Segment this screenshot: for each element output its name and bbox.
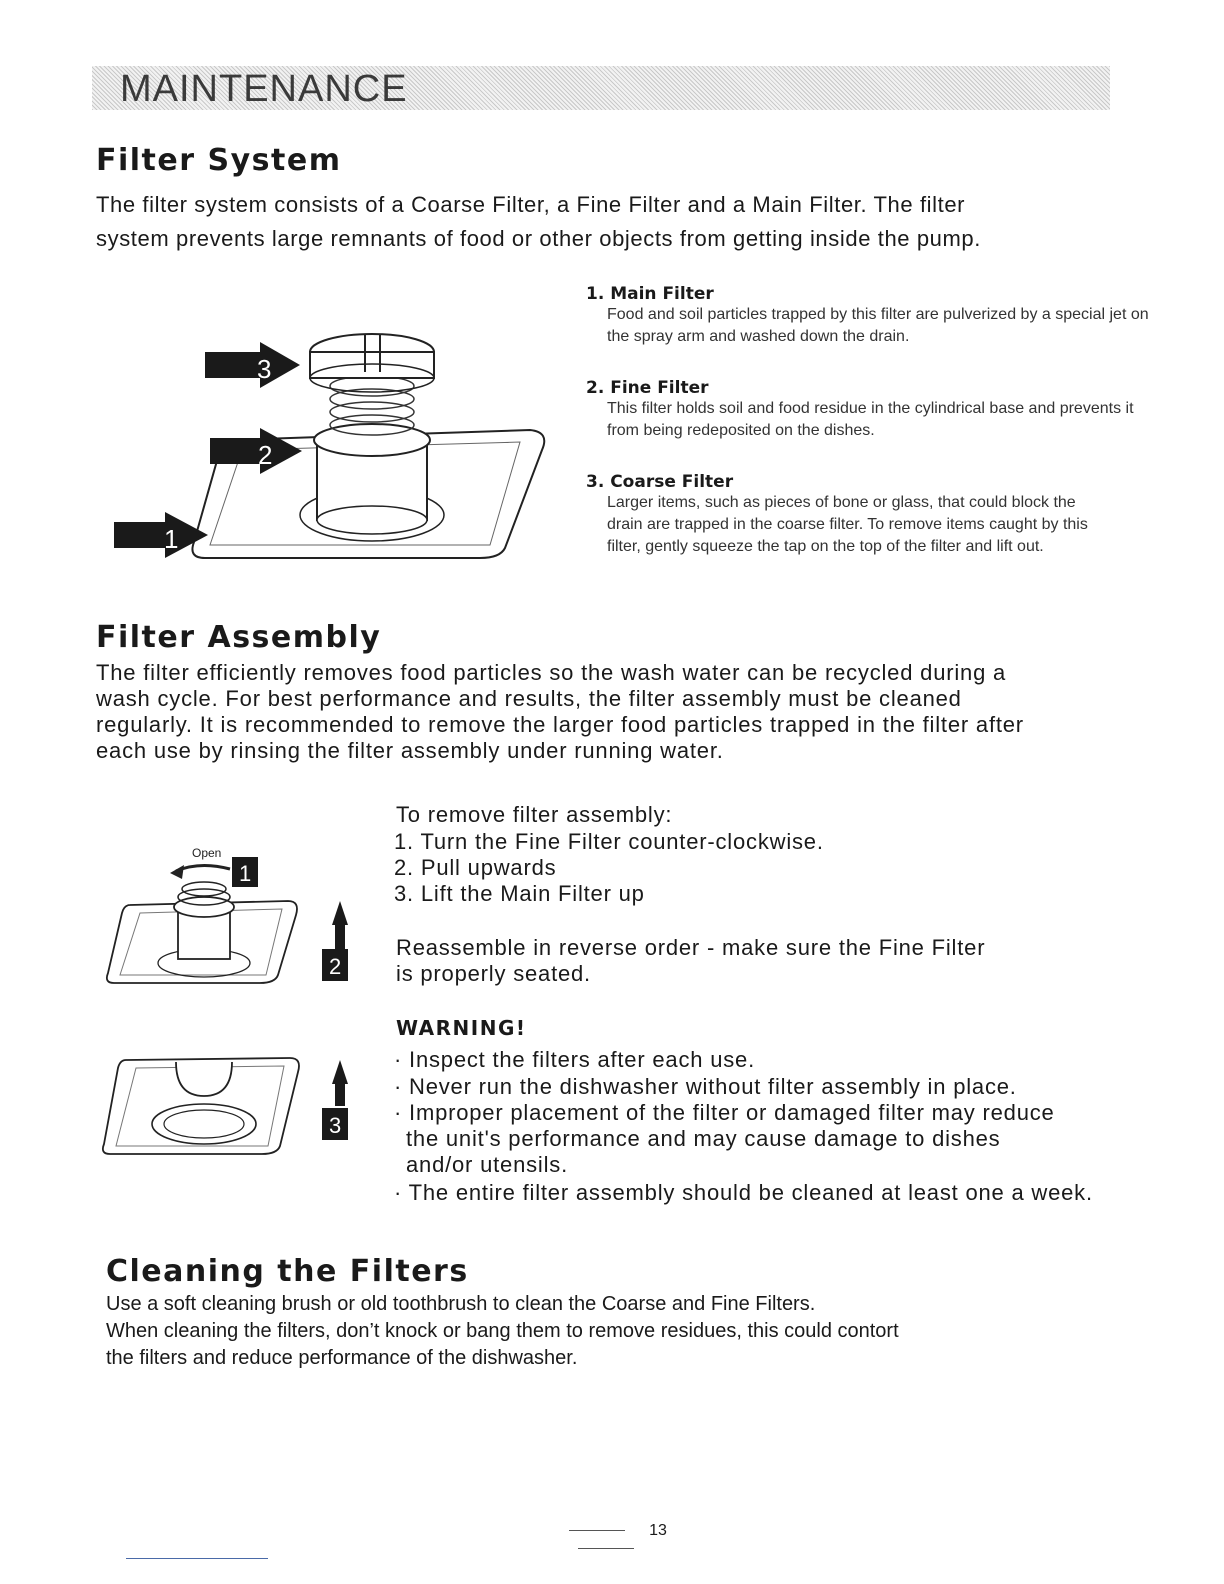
filter-system-heading: Filter System [96, 143, 342, 178]
filter-system-intro-line2: system prevents large remnants of food or other objects from getting inside the pump. [96, 226, 981, 251]
warning-heading: WARNING! [396, 1016, 527, 1040]
reassemble-line1: Reassemble in reverse order - make sure the Fine Filter [396, 935, 986, 960]
callout-arrow-1 [114, 512, 208, 558]
filter-assembly-line1: The filter efficiently removes food particles so the wash water can be recycled during a [96, 660, 1007, 685]
warning-bullet-2: · Never run the dishwasher without filter assembly in place. [394, 1074, 1017, 1099]
cleaning-line3: the filters and reduce performance of the dishwasher. [106, 1347, 578, 1369]
filter-item-desc: Food and soil particles trapped by this filter are pulverized by a special jet on the spray arm and washed down the drain. [607, 306, 1149, 345]
footer-rule [126, 1558, 268, 1559]
callout-label-3: 3 [257, 354, 272, 384]
removal-diagram-step-3 [100, 1050, 370, 1170]
filter-assembly-heading: Filter Assembly [96, 620, 382, 655]
callout-arrow-3 [205, 342, 300, 388]
up-arrow-icon [332, 901, 348, 949]
warning-bullet-3-cont2: and/or utensils. [406, 1152, 568, 1177]
filter-item-desc: This filter holds soil and food residue in the cylindrical base and prevents it from being redeposited on the dishes. [607, 400, 1134, 439]
step-badge-2 [322, 949, 348, 981]
filter-system-intro-line1: The filter system consists of a Coarse Filter, a Fine Filter and a Main Filter. The filter [96, 192, 966, 217]
remove-step-3: 3. Lift the Main Filter up [394, 881, 645, 906]
cleaning-line2: When cleaning the filters, don’t knock or bang them to remove residues, this could contort [106, 1320, 899, 1342]
svg-text:1: 1 [239, 861, 252, 886]
rotate-arrow-icon [176, 865, 230, 871]
remove-title: To remove filter assembly: [396, 802, 673, 827]
up-arrow-icon [332, 1060, 348, 1106]
warning-bullet-3-cont1: the unit's performance and may cause damage to dishes [406, 1126, 1001, 1151]
filter-item-title: 2. Fine Filter [586, 378, 709, 398]
filter-assembly-line2: wash cycle. For best performance and results, the filter assembly must be cleaned [96, 686, 962, 711]
callout-label-1: 1 [164, 524, 179, 554]
callout-label-2: 2 [258, 440, 273, 470]
filter-item-desc: Larger items, such as pieces of bone or glass, that could block the drain are trapped in the coarse filter. To remove items caught by this filter, gently squeeze the tap on the top of the filter and lift out. [607, 494, 1088, 555]
callout-arrow-2 [210, 428, 302, 474]
section-banner [92, 66, 1110, 110]
cleaning-line1: Use a soft cleaning brush or old toothbrush to clean the Coarse and Fine Filters. [106, 1293, 816, 1315]
step-badge-1 [232, 857, 258, 887]
remove-step-1: 1. Turn the Fine Filter counter-clockwise. [394, 829, 824, 854]
svg-text:2: 2 [329, 954, 342, 979]
filter-assembly-line4: each use by rinsing the filter assembly under running water. [96, 738, 724, 763]
removal-diagram-steps-1-2 [100, 835, 370, 995]
warning-bullet-4: · The entire filter assembly should be cleaned at least one a week. [394, 1180, 1093, 1205]
open-label: Open [192, 846, 222, 860]
filter-item-main [586, 284, 1156, 348]
filter-item-fine [586, 378, 1156, 442]
filter-item-title: 3. Coarse Filter [586, 472, 734, 492]
svg-text:3: 3 [329, 1113, 342, 1138]
warning-bullet-3: · Improper placement of the filter or damaged filter may reduce [394, 1100, 1055, 1125]
remove-step-2: 2. Pull upwards [394, 855, 557, 880]
filter-item-title: 1. Main Filter [586, 284, 714, 304]
filter-assembly-line3: regularly. It is recommended to remove the larger food particles trapped in the filter after [96, 712, 1024, 737]
step-badge-3 [322, 1108, 348, 1140]
page-number-text: 13 [649, 1522, 667, 1539]
reassemble-line2: is properly seated. [396, 961, 591, 986]
banner-title: MAINTENANCE [120, 68, 408, 110]
cleaning-heading: Cleaning the Filters [106, 1254, 469, 1289]
page-number [512, 1522, 700, 1558]
filter-item-coarse [586, 472, 1156, 558]
warning-bullet-1: · Inspect the filters after each use. [394, 1047, 755, 1072]
filter-system-diagram [110, 290, 570, 590]
